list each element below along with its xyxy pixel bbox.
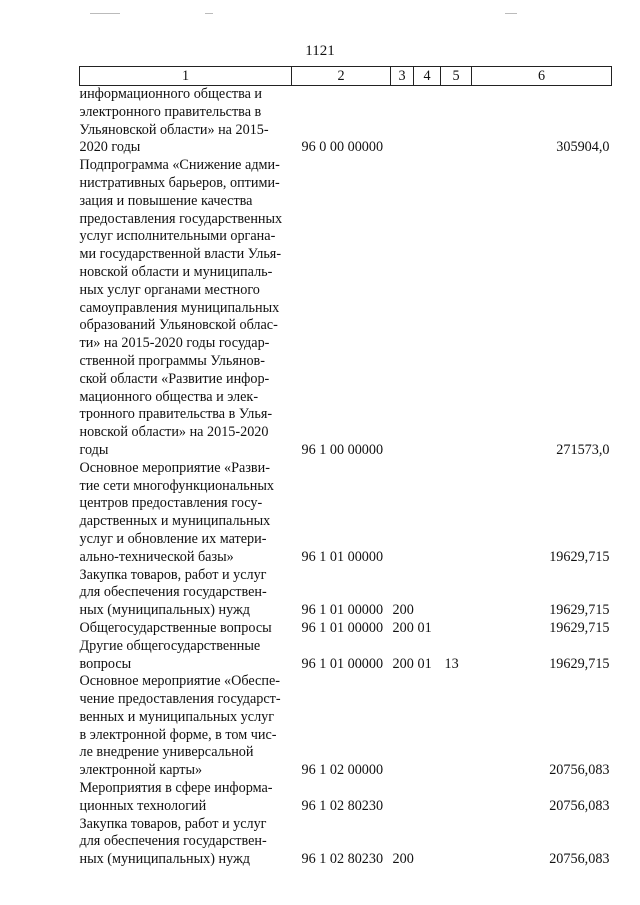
row-name: [80, 620, 292, 638]
row-subsection: [441, 460, 472, 567]
column-header-5: 5: [441, 67, 472, 86]
table-row: [80, 460, 612, 567]
table-row: [80, 567, 612, 620]
row-target-code: 96 1 01 00000: [301, 602, 384, 619]
row-amount: 20756,083: [549, 851, 610, 868]
row-name-text: Закупка товаров, работ и услуг для обеспечения государствен- ных (муниципальных) нужд: [79, 566, 267, 619]
row-section: [414, 157, 441, 460]
row-expense-type: [391, 780, 414, 816]
row-target-code: 96 1 00 00000: [301, 441, 384, 458]
row-expense-type: [391, 460, 414, 567]
row-name-text: Общегосударственные вопросы: [79, 619, 272, 636]
row-amount: 19629,715: [549, 548, 610, 565]
row-subsection: [441, 620, 472, 638]
row-name: [80, 567, 292, 620]
column-header-6: 6: [472, 67, 612, 86]
row-amount: 19629,715: [549, 655, 610, 672]
row-subsection: [441, 157, 472, 460]
row-section: [414, 816, 441, 869]
row-expense-type: [391, 673, 414, 780]
column-header-4: 4: [414, 67, 441, 86]
row-expense-type: 200: [392, 655, 414, 672]
row-amount: 305904,0: [556, 139, 610, 156]
row-amount: 20756,083: [549, 762, 610, 779]
table-row: [80, 816, 612, 869]
row-name-text: Мероприятия в сфере информа- ционных технологий: [79, 780, 273, 814]
row-section: [414, 673, 441, 780]
row-expense-type: [391, 86, 414, 158]
row-subsection: [441, 86, 472, 158]
table-row: [80, 86, 612, 158]
row-section: [414, 460, 441, 567]
row-name-text: Другие общегосударственные вопросы: [79, 637, 261, 672]
row-name-text: Основное мероприятие «Разви- тие сети многофункциональных центров предоставления госу- дарственных и муниципальных услуг и обновление их матери- ально-технической базы»: [79, 459, 274, 565]
table-body: [80, 86, 612, 870]
row-subsection: [441, 567, 472, 620]
row-name: [80, 86, 292, 158]
table-header: [80, 67, 612, 86]
column-header-1: 1: [80, 67, 292, 86]
row-name-text: Закупка товаров, работ и услуг для обеспечения государствен- ных (муниципальных) нужд: [79, 815, 267, 868]
row-expense-type: 200: [392, 851, 414, 868]
row-target-code: 96 1 01 00000: [301, 619, 384, 636]
table-row: [80, 780, 612, 816]
row-amount: 19629,715: [549, 602, 610, 619]
table-row: [80, 638, 612, 674]
row-target-code: 96 1 02 80230: [301, 797, 384, 814]
row-subsection: [441, 816, 472, 869]
row-section: [414, 780, 441, 816]
column-header-2: 2: [292, 67, 391, 86]
row-name: [80, 460, 292, 567]
row-expense-type: 200: [392, 619, 414, 636]
row-name: [80, 157, 292, 460]
row-name-text: информационного общества и электронного правительства в Ульяновской области» на 2015- 2020 годы: [79, 86, 269, 156]
row-amount: 271573,0: [556, 441, 610, 458]
row-subsection: 13: [444, 655, 459, 672]
budget-table: [79, 66, 612, 869]
row-subsection: [441, 780, 472, 816]
scan-artifact: [505, 13, 517, 14]
table-row: [80, 620, 612, 638]
row-target-code: 96 0 00 00000: [301, 139, 384, 156]
row-section: [414, 86, 441, 158]
row-section: [414, 567, 441, 620]
row-name: [80, 816, 292, 869]
row-amount: 19629,715: [549, 619, 610, 636]
page-number: 1121: [305, 43, 335, 59]
row-name: [80, 673, 292, 780]
column-header-3: 3: [391, 67, 414, 86]
row-name-text: Подпрограмма «Снижение адми- нистративных барьеров, оптими- зация и повышение качества предоставления государственных услуг исполнительными органа- ми государственной власти Улья- новской области и муниципаль- ных услуг органами местного самоуправления муниципальных образований Ульяновской облас- ти» на 2015-2020 годы государ- ственной программы Ульянов- ской области «Развитие инфор- мационного общества и элек- тронного правительства в Улья- новской области» на 2015-2020 годы: [79, 157, 283, 458]
row-expense-type: 200: [392, 602, 414, 619]
row-target-code: 96 1 01 00000: [301, 548, 384, 565]
row-expense-type: [391, 157, 414, 460]
row-amount: 20756,083: [549, 797, 610, 814]
row-name: [80, 638, 292, 674]
row-subsection: [441, 673, 472, 780]
row-target-code: 96 1 01 00000: [301, 655, 384, 672]
table-row: [80, 157, 612, 460]
row-section: 01: [417, 619, 432, 636]
row-section: 01: [417, 655, 432, 672]
row-target-code: 96 1 02 80230: [301, 851, 384, 868]
row-name-text: Основное мероприятие «Обеспе- чение предоставления государст- венных и муниципальных услуг в электронной форме, в том чис- ле внедрение универсальной электронной карты»: [79, 673, 281, 779]
scan-artifact: [90, 13, 120, 14]
row-target-code: 96 1 02 00000: [301, 762, 384, 779]
scan-artifact: [205, 13, 213, 14]
row-name: [80, 780, 292, 816]
table-row: [80, 673, 612, 780]
